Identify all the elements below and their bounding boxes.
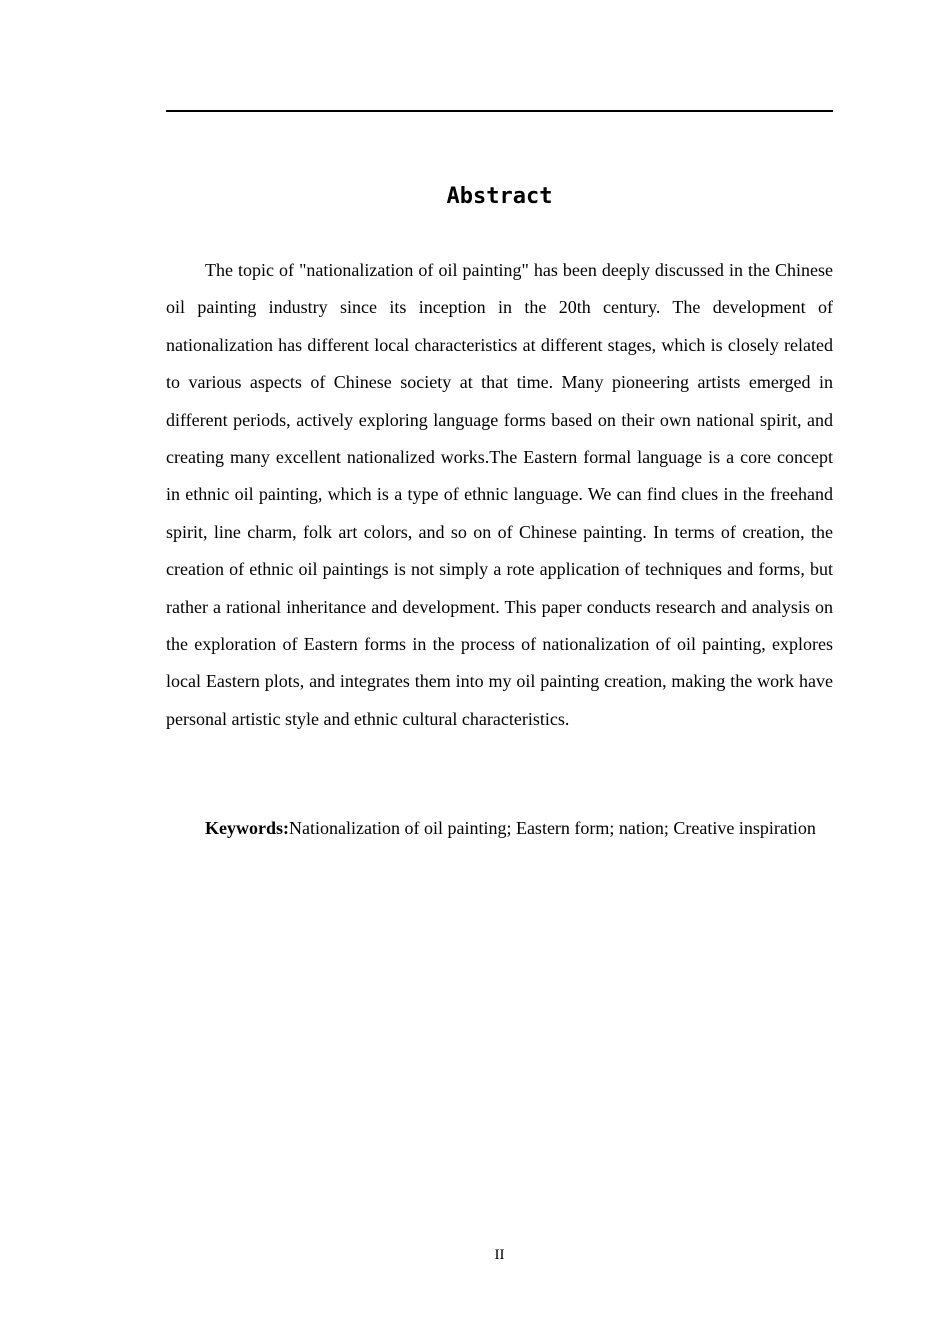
keywords-text: Nationalization of oil painting; Eastern form; nation; Creative inspiration: [289, 818, 816, 838]
page-title: Abstract: [446, 184, 553, 209]
page-number: II: [494, 1247, 505, 1263]
keywords-label: Keywords:: [205, 818, 289, 838]
keywords-paragraph: [166, 810, 833, 847]
header-rule: [166, 110, 833, 112]
abstract-body: The topic of "nationalization of oil painting" has been deeply discussed in the Chinese oil painting industry since its inception in the 20th century. The development of nationalization has different local characteristics at different stages, which is closely related to various aspects of Chinese society at that time. Many pioneering artists emerged in different periods, actively exploring language forms based on their own national spirit, and creating many excellent nationalized works.The Eastern formal language is a core concept in ethnic oil painting, which is a type of ethnic language. We can find clues in the freehand spirit, line charm, folk art colors, and so on of Chinese painting. In terms of creation, the creation of ethnic oil paintings is not simply a rote application of techniques and forms, but rather a rational inheritance and development. This paper conducts research and analysis on the exploration of Eastern forms in the process of nationalization of oil painting, explores local Eastern plots, and integrates them into my oil painting creation, making the work have personal artistic style and ethnic cultural characteristics.: [166, 260, 833, 729]
